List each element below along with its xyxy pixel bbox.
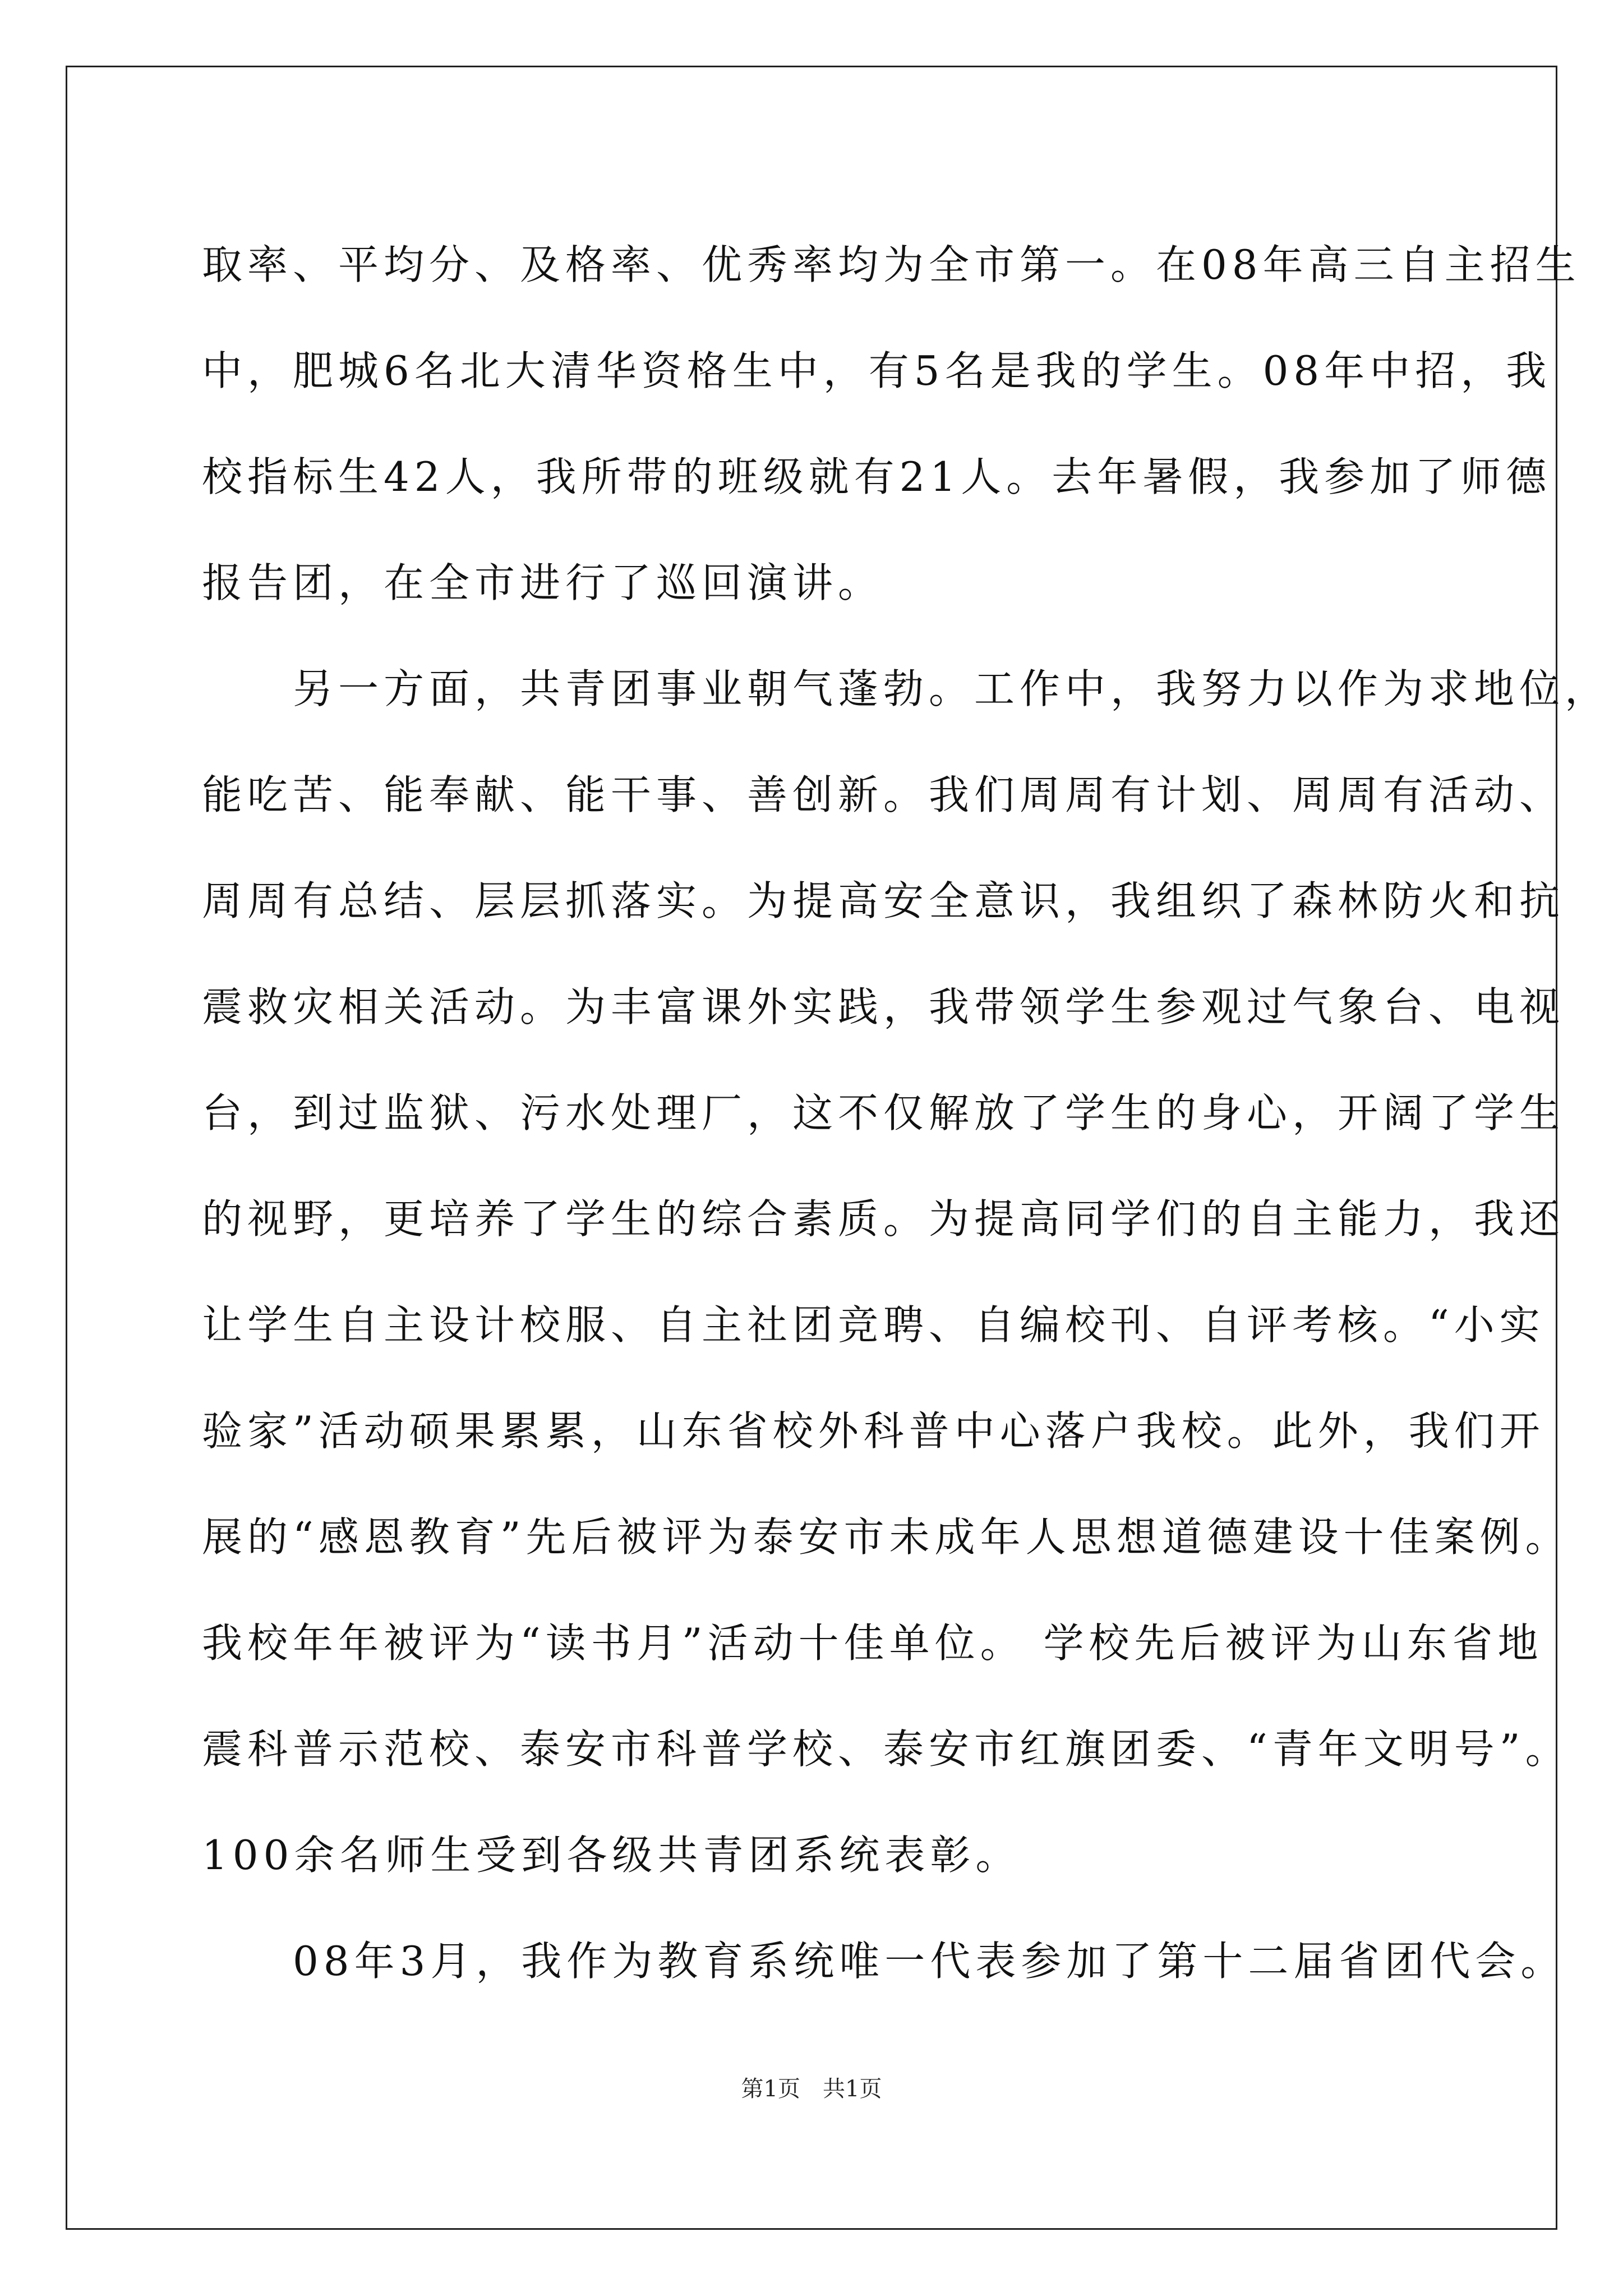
text-line: 08年3月，我作为教育系统唯一代表参加了第十二届省团代会。 — [202, 1938, 1566, 1985]
text-line: 取率、平均分、及格率、优秀率均为全市第一。在08年高三自主招生 — [202, 241, 1581, 288]
text-line: 震救灾相关活动。为丰富课外实践，我带领学生参观过气象台、电视 — [202, 983, 1565, 1030]
text-line: 展的“感恩教育”先后被评为泰安市未成年人思想道德建设十佳案例。 — [202, 1513, 1571, 1561]
text-line: 验家”活动硕果累累，山东省校外科普中心落户我校。此外，我们开 — [202, 1407, 1545, 1455]
text-line: 报告团，在全市进行了巡回演讲。 — [202, 559, 884, 606]
text-line: 中，肥城6名北大清华资格生中，有5名是我的学生。08年中招，我 — [202, 347, 1552, 394]
text-line: 周周有总结、层层抓落实。为提高安全意识，我组织了森林防火和抗 — [202, 877, 1565, 924]
page-number-footer: 第1页 共1页 — [741, 2076, 882, 2102]
text-line: 另一方面，共青团事业朝气蓬勃。工作中，我努力以作为求地位， — [202, 665, 1611, 712]
text-line: 我校年年被评为“读书月”活动十佳单位。 学校先后被评为山东省地 — [202, 1619, 1543, 1667]
text-line: 台，到过监狱、污水处理厂，这不仅解放了学生的身心，开阔了学生 — [202, 1089, 1565, 1137]
document-body — [202, 212, 1611, 2014]
text-line: 校指标生42人，我所带的班级就有21人。去年暑假，我参加了师德 — [202, 453, 1552, 500]
text-line: 能吃苦、能奉献、能干事、善创新。我们周周有计划、周周有活动、 — [202, 771, 1565, 818]
text-line: 100余名师生受到各级共青团系统表彰。 — [202, 1832, 1021, 1879]
text-line: 震科普示范校、泰安市科普学校、泰安市红旗团委、“青年文明号”。 — [202, 1726, 1571, 1773]
text-line: 让学生自主设计校服、自主社团竞聘、自编校刊、自评考核。“小实 — [202, 1301, 1545, 1349]
text-line: 的视野，更培养了学生的综合素质。为提高同学们的自主能力，我还 — [202, 1195, 1565, 1243]
